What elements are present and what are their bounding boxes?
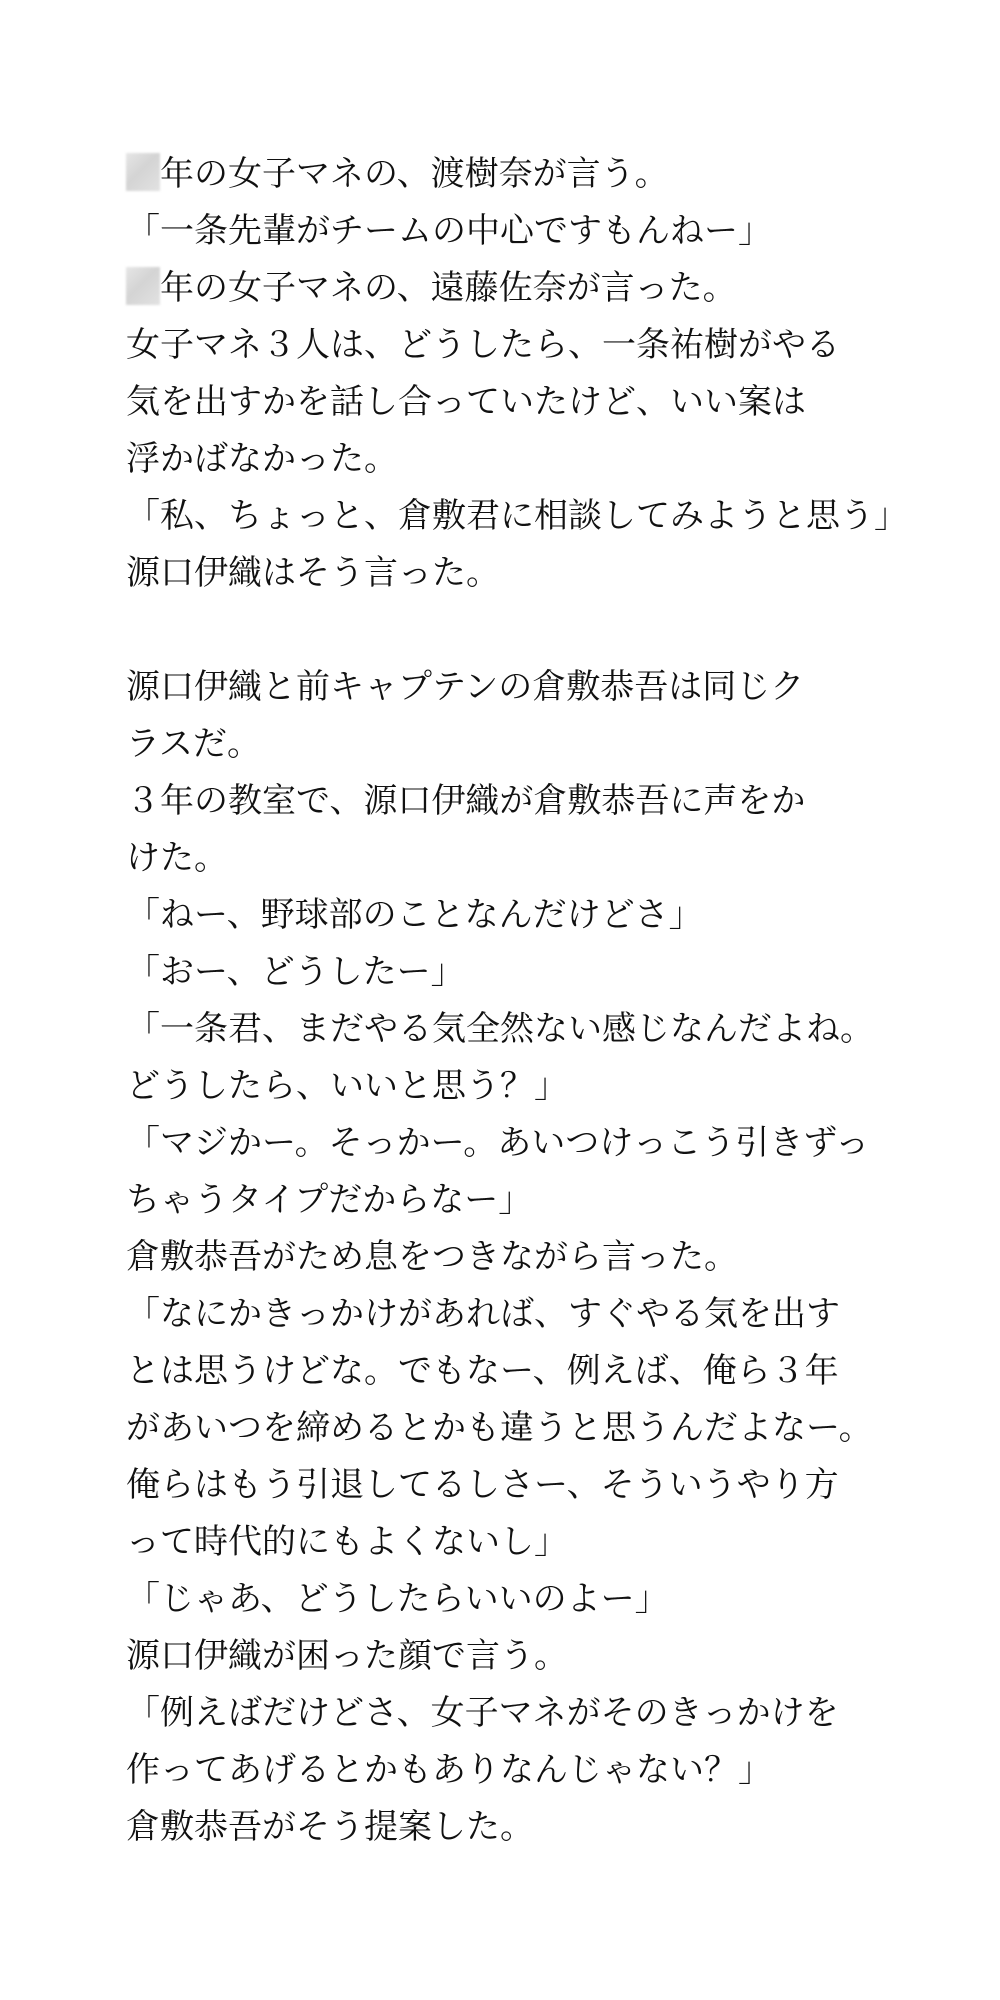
- text-line: [126, 1742, 946, 1799]
- text-line: [126, 1400, 946, 1457]
- line-text: 「じゃあ、どうしたらいいのよー」: [126, 1579, 669, 1619]
- line-text: 「なにかきっかけがあれば、すぐやる気を出す: [126, 1294, 840, 1334]
- line-text: ちゃうタイプだからなー」: [126, 1180, 533, 1220]
- line-text: 「マジかー。そっかー。あいつけっこう引きずっ: [126, 1123, 870, 1163]
- text-line: [126, 1571, 946, 1628]
- line-text: 気を出すかを話し合っていたけど、いい案は: [126, 382, 806, 422]
- line-text: って時代的にもよくないし」: [126, 1522, 568, 1562]
- line-text: 「一条先輩がチームの中心ですもんねー」: [126, 211, 772, 251]
- line-text: けた。: [126, 838, 228, 878]
- text-line: [126, 1058, 946, 1115]
- line-text: 「例えばだけどさ、女子マネがそのきっかけを: [126, 1693, 839, 1733]
- line-text: 「一条君、まだやる気全然ない感じなんだよね。: [126, 1009, 874, 1049]
- text-line: [126, 716, 946, 773]
- line-text: とは思うけどな。でもなー、例えば、俺ら３年: [126, 1351, 839, 1391]
- text-line: [126, 260, 946, 317]
- line-text: 「私、ちょっと、倉敷君に相談してみようと思う」: [126, 496, 908, 536]
- line-text: どうしたら、いいと思う？」: [126, 1066, 568, 1106]
- text-line: [126, 1115, 946, 1172]
- line-text: ３年の教室で、源口伊織が倉敷恭吾に声をか: [126, 781, 806, 821]
- line-text: 作ってあげるとかもありなんじゃない？」: [126, 1750, 772, 1790]
- line-text: 倉敷恭吾がそう提案した。: [126, 1807, 534, 1847]
- text-line: [126, 1172, 946, 1229]
- text-line: [126, 317, 946, 374]
- line-text: 俺らはもう引退してるしさー、そういうやり方: [126, 1465, 839, 1505]
- text-line: [126, 203, 946, 260]
- text-line: [126, 1514, 946, 1571]
- text-line: [126, 374, 946, 431]
- text-line: [126, 545, 946, 602]
- text-line: [126, 944, 946, 1001]
- redacted-grade-box: [126, 153, 160, 191]
- text-line: [126, 488, 946, 545]
- text-line: [126, 830, 946, 887]
- line-text: 源口伊織はそう言った。: [126, 553, 500, 593]
- text-line: [126, 773, 946, 830]
- line-text: ラスだ。: [126, 724, 261, 764]
- line-text: 年の女子マネの、渡樹奈が言う。: [160, 154, 669, 194]
- text-line: [126, 1286, 946, 1343]
- line-text: 源口伊織が困った顔で言う。: [126, 1636, 568, 1676]
- text-line: [126, 146, 946, 203]
- line-text: 「おー、どうしたー」: [126, 952, 465, 992]
- text-line: [126, 1457, 946, 1514]
- line-text: 「ねー、野球部のことなんだけどさ」: [126, 895, 703, 935]
- line-text: 源口伊織と前キャプテンの倉敷恭吾は同じク: [126, 667, 805, 707]
- text-line: [126, 1799, 946, 1856]
- text-line: [126, 1229, 946, 1286]
- line-text: があいつを締めるとかも違うと思うんだよなー。: [126, 1408, 873, 1448]
- text-line: [126, 1001, 946, 1058]
- text-line: [126, 887, 946, 944]
- text-line: [126, 1685, 946, 1742]
- text-line: [126, 431, 946, 488]
- story-text: [126, 146, 946, 1856]
- line-text: 浮かばなかった。: [126, 439, 398, 479]
- text-line: [126, 659, 946, 716]
- paragraph-break: [126, 602, 946, 659]
- line-text: 倉敷恭吾がため息をつきながら言った。: [126, 1237, 738, 1277]
- redacted-grade-box: [126, 267, 160, 305]
- line-text: 女子マネ３人は、どうしたら、一条祐樹がやる: [126, 325, 840, 365]
- text-line: [126, 1343, 946, 1400]
- line-text: 年の女子マネの、遠藤佐奈が言った。: [160, 268, 737, 308]
- text-line: [126, 1628, 946, 1685]
